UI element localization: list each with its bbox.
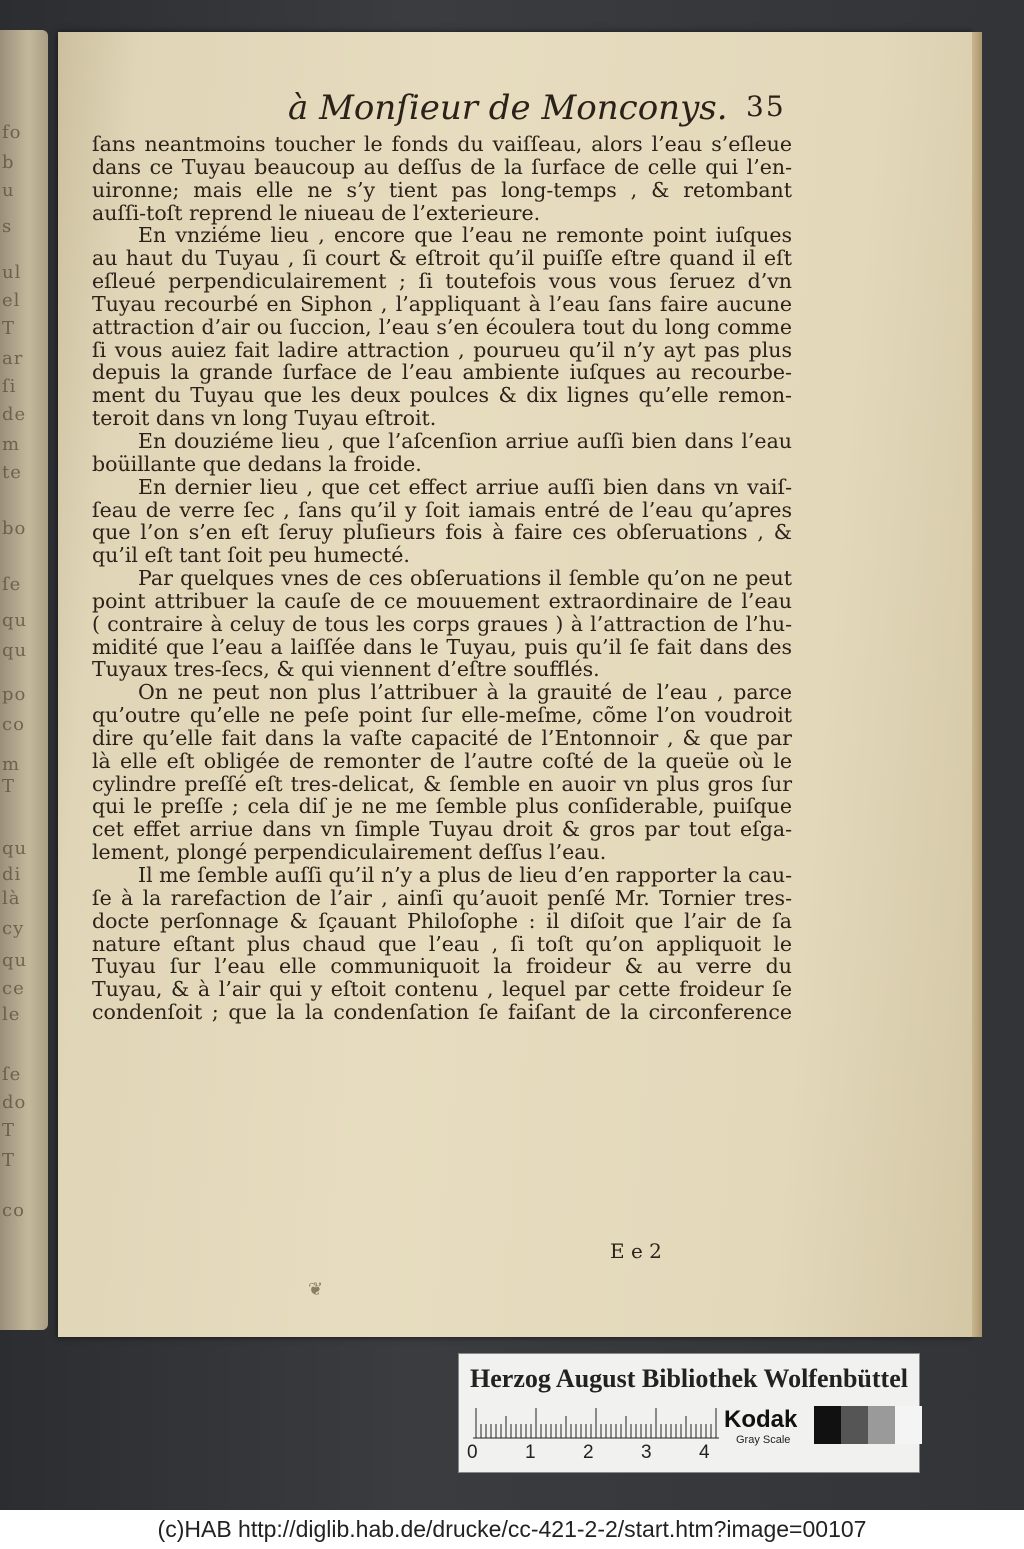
text-line: ( contraire à celuy de tous les corps graues ) à l’attraction de l’hu- xyxy=(92,611,792,636)
facing-page-fragment: el xyxy=(2,290,21,311)
calibration-card xyxy=(458,1353,920,1473)
text-line: cet effet arriue dans vn ſimple Tuyau droit & gros par tout eſga- xyxy=(92,817,792,842)
text-line: En dernier lieu , que cet effect arriue auſſi bien dans vn vaiſ- xyxy=(138,474,792,499)
text-line: Tuyau, & à l’air qui y eſtoit contenu , lequel par cette froideur ſe xyxy=(92,977,792,1002)
facing-page-fragment: là xyxy=(2,888,21,909)
facing-page-text-fragments xyxy=(0,30,48,1330)
page-number: 35 xyxy=(746,90,786,123)
facing-page-fragment: ſe xyxy=(2,1064,22,1085)
facing-page-fragment: m xyxy=(2,754,21,775)
facing-page-fragment: ſi xyxy=(2,376,17,397)
facing-page-fragment: qu xyxy=(2,950,28,971)
book-page xyxy=(58,32,972,1337)
signature-mark: E e 2 xyxy=(610,1239,662,1263)
facing-page-fragment: ce xyxy=(2,978,25,999)
ink-blot-icon: ❦ xyxy=(308,1279,324,1300)
facing-page-fragment: s xyxy=(2,216,13,237)
text-line: ſe à la rarefaction de l’air , ainſi qu’auoit penſé Mr. Tornier tres- xyxy=(92,885,792,910)
facing-page-fragment: m xyxy=(2,434,21,455)
kodak-logo: Kodak xyxy=(724,1406,798,1433)
facing-page-fragment: T xyxy=(2,776,16,797)
facing-page-fragment: ar xyxy=(2,348,24,369)
text-line: cylindre preſſé eſt tres-delicat, & ſemble en auoir vn plus gros ſur xyxy=(92,771,792,796)
gray-swatch xyxy=(895,1406,922,1444)
text-line: teroit dans vn long Tuyau eſtroit. xyxy=(92,406,437,431)
facing-page-fragment: qu xyxy=(2,838,28,859)
text-line: point attribuer la cauſe de ce mouuement extraordinaire de l’eau xyxy=(92,588,792,613)
ruler-number: 4 xyxy=(699,1442,710,1463)
ruler-scale xyxy=(473,1405,719,1439)
facing-page-fragment: qu xyxy=(2,640,28,661)
text-line: qui le preſſe ; cela diſ je ne me ſemble plus conſiderable, puiſque xyxy=(92,794,792,819)
ruler-labels xyxy=(467,1442,717,1466)
text-line: Tuyau ſur l’eau elle communiquoit la froideur & au verre du xyxy=(92,954,792,979)
text-line: auſſi-toſt reprend le niueau de l’exterieure. xyxy=(92,200,541,225)
text-line: uironne; mais elle ne s’y tient pas long-temps , & retombant xyxy=(92,177,792,202)
text-line: ſans neantmoins toucher le fonds du vaiſſeau, alors l’eau s’eſleue xyxy=(92,132,792,156)
gray-swatch xyxy=(814,1406,841,1444)
ruler-number: 1 xyxy=(525,1442,536,1463)
gray-scale-label: Gray Scale xyxy=(736,1434,791,1446)
facing-page-fragment: cy xyxy=(2,918,25,939)
text-line: Il me ſemble auſſi qu’il n’y a plus de lieu d’en rapporter la cau- xyxy=(138,863,792,887)
gray-swatch xyxy=(841,1406,868,1444)
text-line: qu’il eſt tant ſoit peu humecté. xyxy=(92,543,410,568)
gray-swatch xyxy=(868,1406,895,1444)
text-line: En vnziéme lieu , encore que l’eau ne remonte point iuſques xyxy=(138,223,792,248)
facing-page-fragment: di xyxy=(2,864,22,885)
copyright-caption: (c)HAB http://diglib.hab.de/drucke/cc-421-2-2/start.htm?image=00107 xyxy=(157,1516,867,1542)
facing-page-fragment: T xyxy=(2,318,16,339)
text-line: qu’outre qu’elle ne peſe point ſur elle-meſme, cõme l’on voudroit xyxy=(92,703,792,728)
text-line: là elle eſt obligée de remonter de l’autre coſté de la queüe où le xyxy=(92,748,792,773)
text-line: lement, plongé perpendiculairement deſſus l’eau. xyxy=(92,840,607,865)
text-line: ſeau de verre ſec , ſans qu’il y ſoit iamais entré de l’eau qu’apres xyxy=(92,497,792,522)
text-line: ment du Tuyau que les deux poulces & dix lignes qu’elle remon- xyxy=(92,383,792,408)
facing-page-fragment: b xyxy=(2,152,15,173)
page-edge xyxy=(972,32,982,1337)
ruler-number: 2 xyxy=(583,1442,594,1463)
text-line: On ne peut non plus l’attribuer à la grauité de l’eau , parce xyxy=(138,680,792,705)
facing-page-fragment: co xyxy=(2,1200,25,1221)
text-line: attraction d’air ou ſuccion, l’eau s’en écoulera tout du long comme xyxy=(92,314,792,339)
text-line: dire qu’elle fait dans la vaſte capacité de l’Entonnoir , & que par xyxy=(92,725,792,750)
text-line: que l’on s’en eſt ſeruy pluſieurs fois à faire ces obſeruations , & xyxy=(92,520,792,545)
facing-page-fragment: T xyxy=(2,1150,16,1171)
facing-page-fragment: bo xyxy=(2,518,27,539)
text-line: dans ce Tuyau beaucoup au deſſus de la ſurface de celle qui l’en- xyxy=(92,154,792,179)
facing-page-fragment: ſe xyxy=(2,574,22,595)
facing-page-fragment: fo xyxy=(2,122,22,143)
text-line: Par quelques vnes de ces obſeruations il ſemble qu’on ne peut xyxy=(138,566,792,591)
running-head-title: à Monſieur de Monconys. xyxy=(288,88,728,128)
text-line: En douziéme lieu , que l’aſcenſion arriue auſſi bien dans l’eau xyxy=(138,428,792,453)
facing-page-edge xyxy=(0,30,48,1330)
copyright-footer xyxy=(0,1510,1024,1549)
facing-page-fragment: de xyxy=(2,404,27,425)
text-line: depuis la grande ſurface de l’eau ambiente iuſques au recourbe- xyxy=(92,360,792,385)
text-line: Tuyaux tres-ſecs, & qui viennent d’eſtre soufflés. xyxy=(92,657,600,682)
text-line: condenſoit ; que la la condenſation ſe faiſant de la circonference xyxy=(92,1000,792,1025)
facing-page-fragment: u xyxy=(2,180,15,201)
text-line: nature eſtant plus chaud que l’eau , ſi toſt qu’on appliquoit le xyxy=(92,931,792,956)
facing-page-fragment: te xyxy=(2,462,22,483)
body-text xyxy=(92,133,792,1024)
text-line: docte perſonnage & ſçauant Philoſophe : il diſoit que l’air de ſa xyxy=(92,908,792,933)
ruler-number: 3 xyxy=(641,1442,652,1463)
running-head xyxy=(58,88,972,138)
text-line: boüillante que dedans la froide. xyxy=(92,451,422,476)
text-line: midité que l’eau a laiſſée dans le Tuyau, puis qu’il ſe fait dans des xyxy=(92,634,792,659)
text-line: Tuyau recourbé en Siphon , l’appliquant à l’eau ſans faire aucune xyxy=(92,291,792,316)
facing-page-fragment: do xyxy=(2,1092,27,1113)
library-name: Herzog August Bibliothek Wolfenbüttel xyxy=(470,1364,908,1393)
facing-page-fragment: qu xyxy=(2,610,28,631)
ruler-number: 0 xyxy=(467,1442,478,1463)
facing-page-fragment: po xyxy=(2,684,27,705)
text-line: au haut du Tuyau , ſi court & eſtroit qu’il puiſſe eſtre quand il eſt xyxy=(92,246,792,271)
text-line: eſleué perpendiculairement ; ſi toutefois vous vous ſeruez d’vn xyxy=(92,269,792,294)
facing-page-fragment: co xyxy=(2,714,25,735)
facing-page-fragment: ul xyxy=(2,262,22,283)
facing-page-fragment: T xyxy=(2,1120,16,1141)
facing-page-fragment: le xyxy=(2,1004,21,1025)
text-line: ſi vous auiez fait ladire attraction , pourueu qu’il n’y ayt pas plus xyxy=(92,337,792,362)
